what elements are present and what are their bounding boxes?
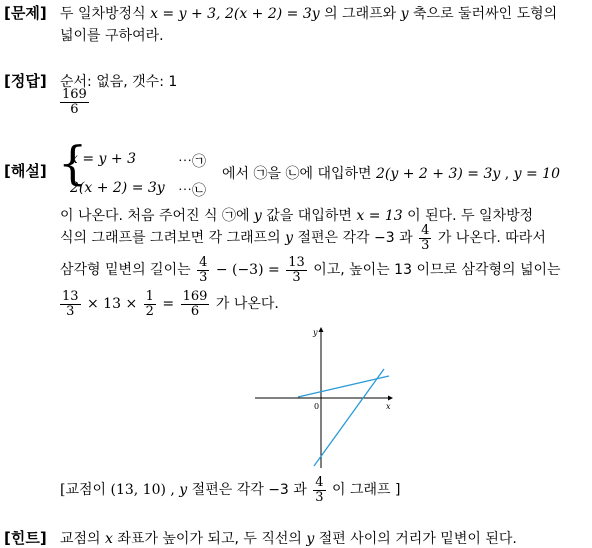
fraction-numerator: 169	[182, 289, 208, 304]
fraction-denominator: 2	[145, 303, 154, 319]
explanation-row-1	[222, 163, 560, 183]
explanation-label: [해설]	[4, 162, 47, 180]
substituted-equation: 2(y + 2 + 3) = 3y	[376, 166, 501, 182]
solution-x: x = 13	[356, 208, 403, 224]
variable: y	[253, 208, 262, 224]
fraction-denominator: 3	[421, 237, 430, 253]
fraction-numerator: 4	[315, 475, 324, 490]
system-equation-2: 2(x + 2) = 3y	[70, 180, 165, 196]
variable: y	[285, 230, 294, 247]
explanation-text: 가 나온다. 따라서	[437, 230, 546, 247]
hint-text-part: 절편 사이의 거리가 밑변이 된다.	[318, 531, 517, 547]
solution-y: y = 10	[513, 166, 560, 182]
variable: x	[105, 531, 113, 547]
fraction-denominator: 3	[66, 303, 75, 319]
caption-text: 절편은 각각 −3 과	[191, 482, 307, 499]
variable: y	[400, 6, 409, 22]
fraction-numerator: 13	[62, 289, 79, 304]
y-axis-arrow	[319, 327, 324, 332]
explanation-row-2	[60, 205, 533, 225]
fraction	[286, 256, 307, 284]
caption-text: [교점이 (13, 10) ,	[60, 482, 175, 499]
hint-text-part: 교점의	[60, 531, 101, 547]
problem-text: 축으로 둘러싸인 도형의	[413, 6, 558, 22]
system-tag-1: ⋯㉠	[178, 154, 206, 170]
fraction-denominator: 3	[199, 269, 208, 285]
explanation-text: 삼각형 밑변의 길이는	[60, 262, 191, 279]
x-axis-arrow	[388, 396, 393, 401]
variable: y	[179, 482, 188, 499]
equation-1: x = y + 3,	[150, 6, 221, 22]
explanation-text: 값을 대입하면	[266, 208, 352, 224]
separator: ,	[504, 166, 510, 182]
problem-line-2: 넓이를 구하여라.	[60, 28, 164, 44]
variable: y	[306, 531, 315, 547]
fraction-denominator: 6	[70, 101, 79, 117]
fraction-denominator: 6	[190, 303, 200, 319]
problem-line-1	[60, 3, 557, 23]
expression: =	[162, 296, 175, 313]
explanation-row-3	[60, 224, 546, 252]
x-axis-label: x	[386, 402, 391, 411]
fraction-denominator: 3	[292, 269, 301, 285]
fraction	[419, 224, 431, 252]
explanation-text: 이고, 높이는 13 이므로 삼각형의 넓이는	[313, 262, 561, 279]
fraction-numerator: 4	[199, 255, 208, 270]
fraction	[181, 290, 210, 318]
caption-text: 이 그래프 ]	[332, 482, 401, 499]
explanation-text: 이 된다. 두 일차방정	[407, 208, 534, 224]
explanation-text: 식의 그래프를 그려보면 각 그래프의	[60, 230, 281, 247]
system-brace: {	[58, 136, 88, 190]
hint-text	[60, 528, 517, 548]
fraction-numerator: 169	[62, 87, 87, 102]
explanation-text: 에서 ㉠을 ㉡에 대입하면	[222, 166, 372, 182]
fraction	[60, 290, 81, 318]
fraction	[144, 290, 156, 318]
fraction-numerator: 1	[145, 289, 154, 304]
explanation-text: 이 나온다. 처음 주어진 식 ㉠에	[60, 208, 250, 224]
answer-text: 순서: 없음, 갯수: 1	[60, 74, 178, 90]
explanation-text: 가 나온다.	[215, 296, 279, 313]
line-graph	[250, 322, 400, 470]
fraction-denominator: 3	[315, 489, 324, 505]
graph-line-2	[314, 369, 384, 466]
hint-label: [힌트]	[4, 529, 47, 547]
explanation-text: 절편은 각각 −3 과	[297, 230, 413, 247]
hint-text-part: 좌표가 높이가 되고, 두 직선의	[117, 531, 302, 547]
expression: × 13 ×	[87, 296, 138, 313]
problem-label: [문제]	[4, 4, 47, 22]
y-axis-label: y	[313, 328, 318, 337]
answer-fraction	[58, 88, 91, 116]
explanation-row-5	[58, 290, 279, 318]
fraction	[313, 476, 325, 504]
origin-label: 0	[314, 402, 320, 411]
system-equation-1: x = y + 3	[70, 151, 136, 167]
fraction	[197, 256, 209, 284]
explanation-row-4	[60, 256, 561, 284]
problem-text: 의 그래프와	[324, 6, 397, 22]
problem-text: 두 일차방정식	[60, 6, 146, 22]
fraction-numerator: 4	[421, 223, 430, 238]
expression: − (−3) =	[215, 262, 280, 279]
fraction-numerator: 13	[288, 255, 305, 270]
graph-line-1	[298, 376, 389, 397]
equation-2: 2(x + 2) = 3y	[224, 6, 320, 22]
graph-caption	[60, 476, 400, 504]
system-tag-2: ⋯㉡	[178, 183, 206, 199]
answer-label: [정답]	[4, 72, 47, 90]
